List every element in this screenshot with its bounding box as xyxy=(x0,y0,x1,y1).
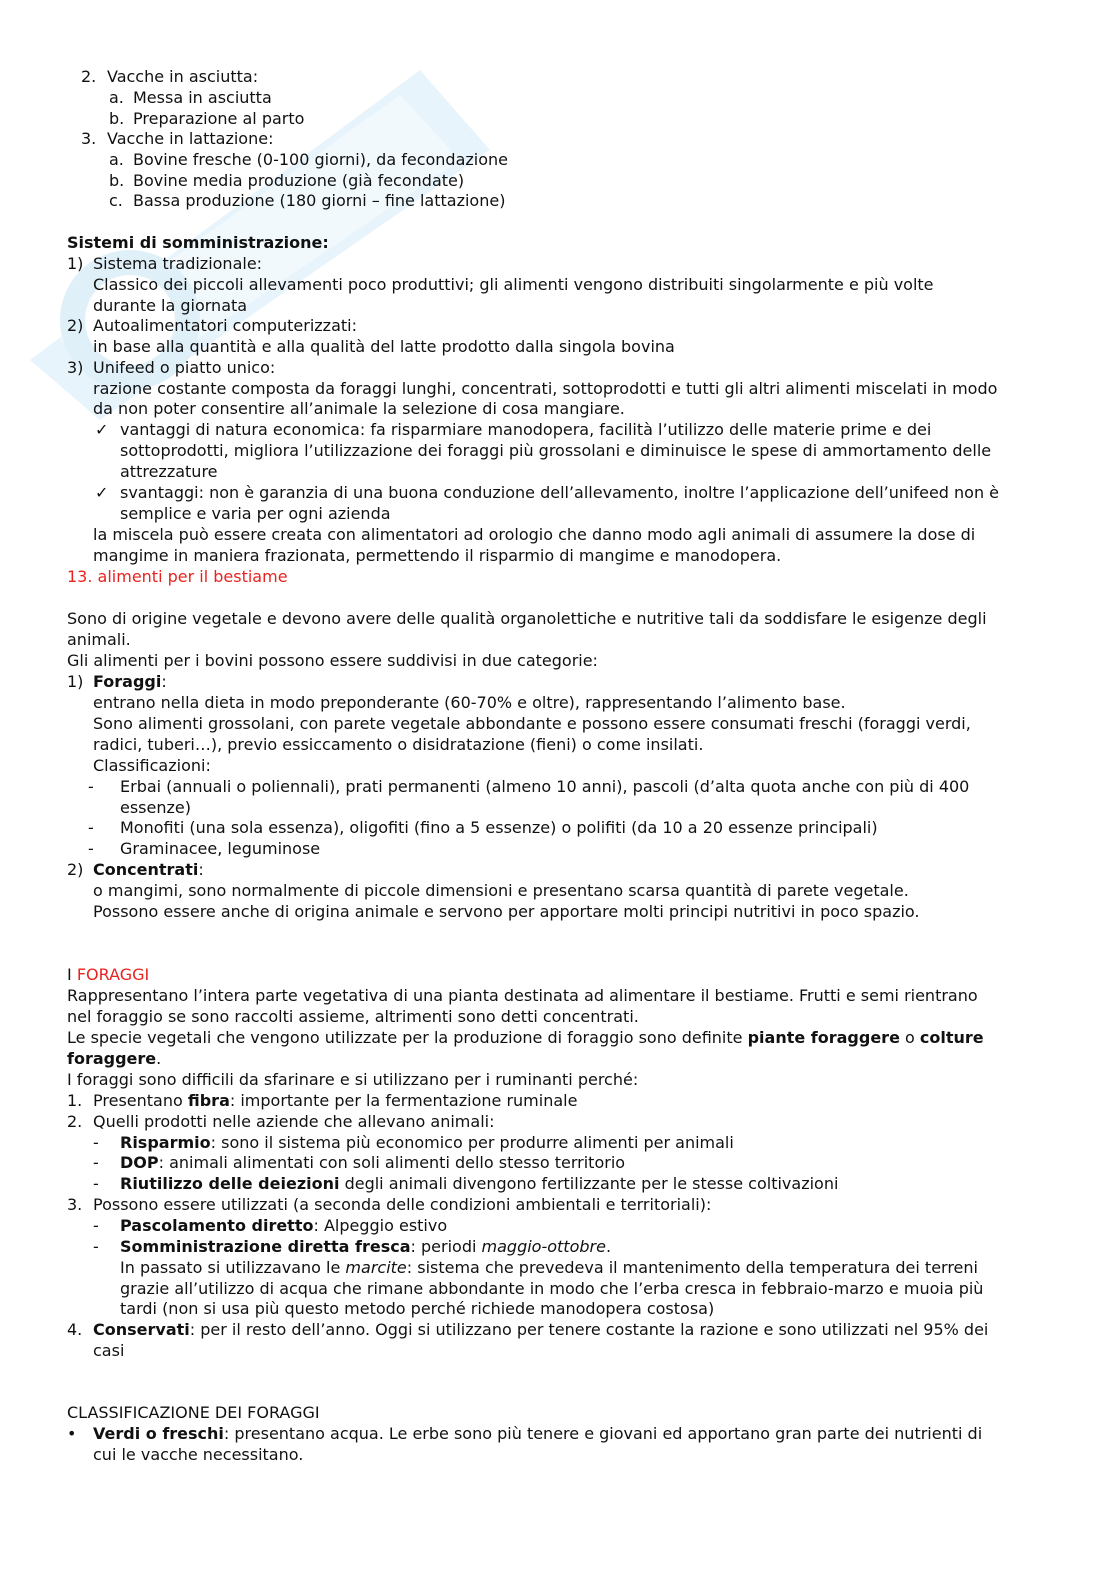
list-item: Presentano fibra: importante per la fermentazione ruminale xyxy=(93,1091,578,1110)
paragraph-line: Classificazioni: xyxy=(93,756,211,775)
list-item: Bovine media produzione (già fecondate) xyxy=(133,171,465,190)
list-letter: c. xyxy=(109,191,123,210)
dash-bullet: - xyxy=(93,1174,99,1193)
paragraph-line: razione costante composta da foraggi lunghi, concentrati, sottoprodotti e tutti gli altri alimenti miscelati in modo xyxy=(93,379,998,398)
list-item: Foraggi: xyxy=(93,672,167,691)
list-item: Unifeed o piatto unico: xyxy=(93,358,276,377)
section-heading: Sistemi di somministrazione: xyxy=(67,233,329,252)
list-number: 3. xyxy=(67,1195,83,1214)
list-letter: a. xyxy=(109,150,124,169)
paragraph-line: Erbai (annuali o poliennali), prati permanenti (almeno 10 anni), pascoli (d’alta quota anche con più di 400 xyxy=(120,777,970,796)
list-number: 3) xyxy=(67,358,84,377)
list-number: 2. xyxy=(81,67,97,86)
list-number: 2) xyxy=(67,860,84,879)
list-item: Bovine fresche (0-100 giorni), da fecondazione xyxy=(133,150,508,169)
paragraph-line: radici, tuberi…), previo essiccamento o disidratazione (fieni) o come insilati. xyxy=(93,735,704,754)
paragraph-line: in base alla quantità e alla qualità del latte prodotto dalla singola bovina xyxy=(93,337,675,356)
list-item: Somministrazione diretta fresca: periodi maggio-ottobre. xyxy=(120,1237,612,1256)
paragraph-line: la miscela può essere creata con alimentatori ad orologio che danno modo agli animali di assumere la dose di xyxy=(93,525,976,544)
list-letter: b. xyxy=(109,109,125,128)
list-number: 3. xyxy=(81,129,97,148)
list-number: 1) xyxy=(67,254,84,273)
paragraph-line: Rappresentano l’intera parte vegetativa di una pianta destinata ad alimentare il bestiame. Frutti e semi rientrano xyxy=(67,986,978,1005)
paragraph-line: Graminacee, leguminose xyxy=(120,839,321,858)
paragraph-line: vantaggi di natura economica: fa risparmiare manodopera, facilità l’utilizzo delle materie prime e dei xyxy=(120,420,932,439)
list-item: Verdi o freschi: presentano acqua. Le erbe sono più tenere e giovani ed apportano gran parte dei nutrienti di xyxy=(93,1424,983,1443)
dash-bullet: - xyxy=(88,818,94,837)
list-item: Vacche in lattazione: xyxy=(107,129,274,148)
paragraph-line: animali. xyxy=(67,630,131,649)
paragraph-line: nel foraggio se sono raccolti assieme, altrimenti sono detti concentrati. xyxy=(67,1007,639,1026)
list-item: Bassa produzione (180 giorni – fine lattazione) xyxy=(133,191,506,210)
paragraph-line: mangime in maniera frazionata, permettendo il risparmio di mangime e manodopera. xyxy=(93,546,782,565)
paragraph-line: da non poter consentire all’animale la selezione di cosa mangiare. xyxy=(93,399,625,418)
paragraph-line: svantaggi: non è garanzia di una buona conduzione dell’allevamento, inoltre l’applicazione dell’unifeed non è xyxy=(120,483,1000,502)
paragraph-line: grazie all’utilizzo di acqua che rimane abbondante in modo che l’erba cresca in febbraio-marzo e muoia più xyxy=(120,1279,984,1298)
dash-bullet: - xyxy=(93,1153,99,1172)
list-number: 4. xyxy=(67,1320,83,1339)
paragraph-line: semplice e varia per ogni azienda xyxy=(120,504,391,523)
paragraph-line: o mangimi, sono normalmente di piccole dimensioni e presentano scarsa quantità di parete vegetale. xyxy=(93,881,909,900)
list-item: Autoalimentatori computerizzati: xyxy=(93,316,357,335)
paragraph-line: essenze) xyxy=(120,798,191,817)
paragraph-line: casi xyxy=(93,1341,125,1360)
paragraph-line: attrezzature xyxy=(120,462,218,481)
list-letter: a. xyxy=(109,88,124,107)
list-letter: b. xyxy=(109,171,125,190)
paragraph-line: cui le vacche necessitano. xyxy=(93,1445,304,1464)
section-heading: CLASSIFICAZIONE DEI FORAGGI xyxy=(67,1403,320,1422)
dash-bullet: - xyxy=(93,1216,99,1235)
paragraph-line: Monofiti (una sola essenza), oligofiti (fino a 5 essenze) o polifiti (da 10 a 20 essenze principali) xyxy=(120,818,878,837)
list-number: 2) xyxy=(67,316,84,335)
dash-bullet: - xyxy=(88,777,94,796)
list-item: Preparazione al parto xyxy=(133,109,305,128)
list-number: 2. xyxy=(67,1112,83,1131)
paragraph-line: In passato si utilizzavano le marcite: sistema che prevedeva il mantenimento della temperatura dei terreni xyxy=(120,1258,978,1277)
list-item: Pascolamento diretto: Alpeggio estivo xyxy=(120,1216,448,1235)
paragraph-line: Classico dei piccoli allevamenti poco produttivi; gli alimenti vengono distribuiti singolarmente e più volte xyxy=(93,275,934,294)
paragraph-line: durante la giornata xyxy=(93,296,248,315)
list-number: 1. xyxy=(67,1091,83,1110)
dash-bullet: - xyxy=(88,839,94,858)
list-item: Conservati: per il resto dell’anno. Oggi si utilizzano per tenere costante la razione e sono utilizzati nel 95% dei xyxy=(93,1320,989,1339)
section-heading: I FORAGGI xyxy=(67,965,150,984)
paragraph-line: I foraggi sono difficili da sfarinare e si utilizzano per i ruminanti perché: xyxy=(67,1070,639,1089)
list-item: Concentrati: xyxy=(93,860,204,879)
paragraph-line: Le specie vegetali che vengono utilizzate per la produzione di foraggio sono definite piante foraggere o colture xyxy=(67,1028,984,1047)
paragraph-line: foraggere. xyxy=(67,1049,162,1068)
check-icon: ✓ xyxy=(95,420,109,439)
list-item: Possono essere utilizzati (a seconda delle condizioni ambientali e territoriali): xyxy=(93,1195,712,1214)
paragraph-line: Possono essere anche di origina animale e servono per apportare molti principi nutritivi in poco spazio. xyxy=(93,902,920,921)
bullet-icon: • xyxy=(67,1424,77,1443)
paragraph-line: Gli alimenti per i bovini possono essere suddivisi in due categorie: xyxy=(67,651,598,670)
dash-bullet: - xyxy=(93,1237,99,1256)
list-item: Risparmio: sono il sistema più economico per produrre alimenti per animali xyxy=(120,1133,734,1152)
list-item: Quelli prodotti nelle aziende che allevano animali: xyxy=(93,1112,495,1131)
list-item: DOP: animali alimentati con soli alimenti dello stesso territorio xyxy=(120,1153,626,1172)
paragraph-line: sottoprodotti, migliora l’utilizzazione dei foraggi più grossolani e diminuisce le spese di ammortamento delle xyxy=(120,441,992,460)
check-icon: ✓ xyxy=(95,483,109,502)
list-item: Vacche in asciutta: xyxy=(107,67,259,86)
dash-bullet: - xyxy=(93,1133,99,1152)
section-heading-red: 13. alimenti per il bestiame xyxy=(67,567,288,586)
list-item: Sistema tradizionale: xyxy=(93,254,263,273)
paragraph-line: Sono alimenti grossolani, con parete vegetale abbondante e possono essere consumati freschi (foraggi verdi, xyxy=(93,714,971,733)
paragraph-line: tardi (non si usa più questo metodo perché richiede manodopera costosa) xyxy=(120,1299,715,1318)
paragraph-line: Sono di origine vegetale e devono avere delle qualità organolettiche e nutritive tali da soddisfare le esigenze degli xyxy=(67,609,987,628)
paragraph-line: entrano nella dieta in modo preponderante (60-70% e oltre), rappresentando l’alimento base. xyxy=(93,693,846,712)
list-number: 1) xyxy=(67,672,84,691)
list-item: Messa in asciutta xyxy=(133,88,272,107)
list-item: Riutilizzo delle deiezioni degli animali divengono fertilizzante per le stesse coltivazioni xyxy=(120,1174,839,1193)
